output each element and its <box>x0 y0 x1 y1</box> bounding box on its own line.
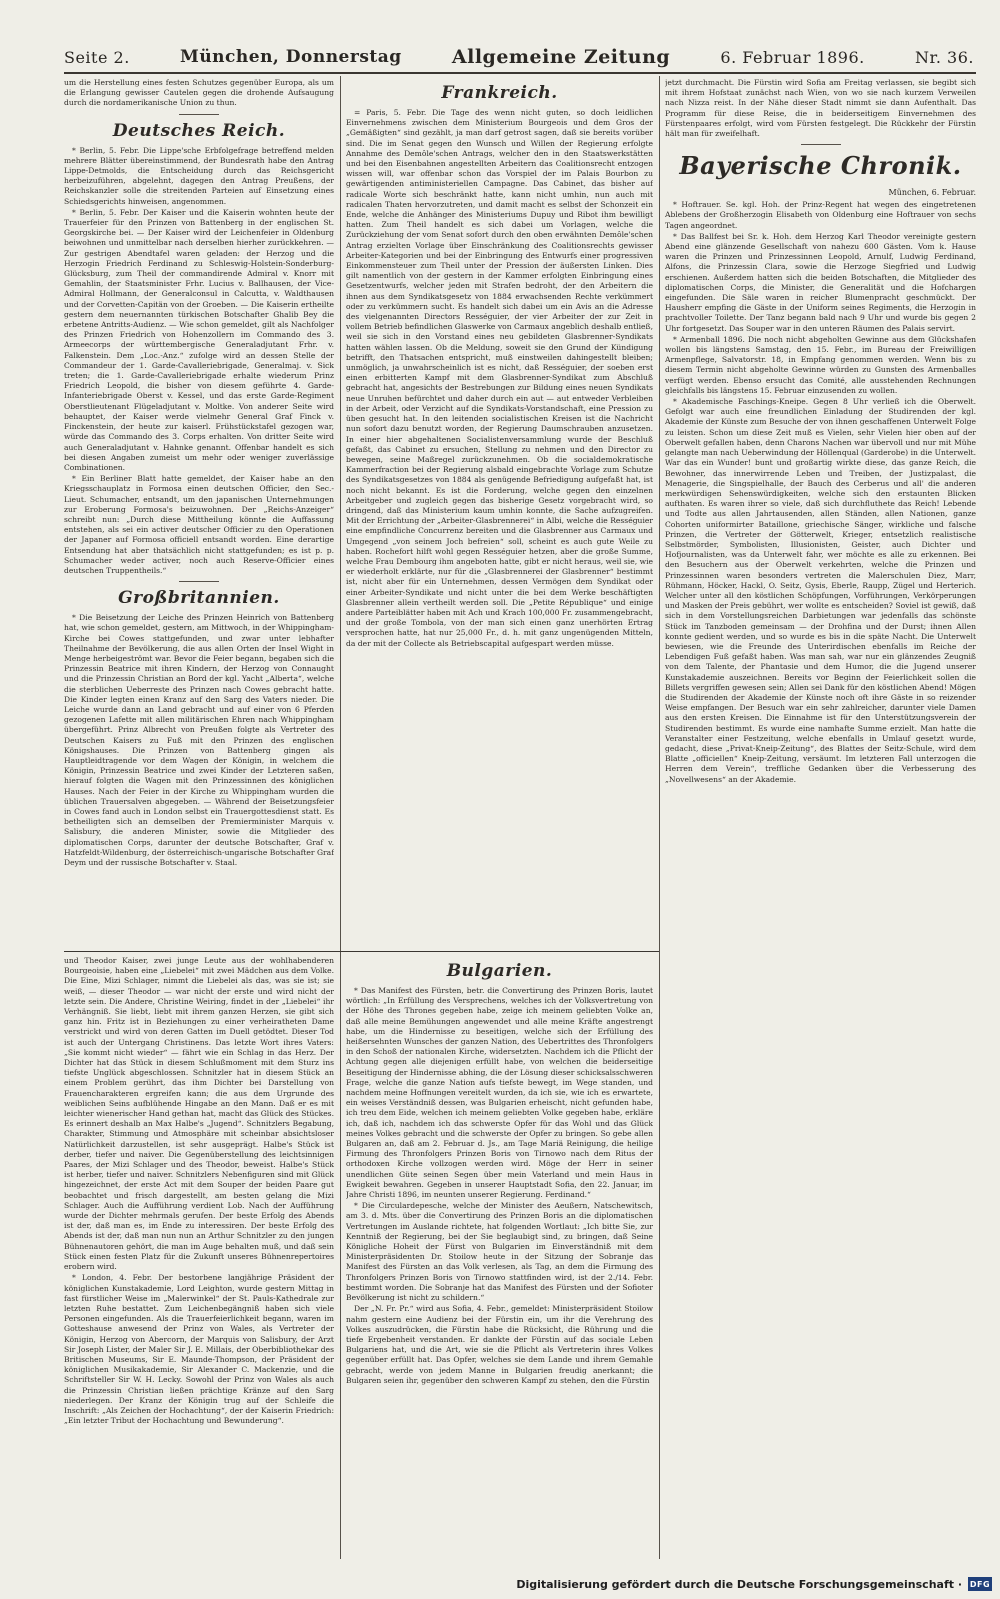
column-2-top <box>346 78 653 946</box>
digitization-footer <box>0 1573 1000 1595</box>
intro-paragraph: um die Herstellung eines festen Schutzes gegenüber Europa, als um die Erlangung gewisser Cautelen gegen die drohende Aufsaugung durch die nordamerikanische Union zu thun. <box>64 78 334 108</box>
paper-title: Allgemeine Zeitung <box>451 46 671 68</box>
article-paragraph: * Das Manifest des Fürsten, betr. die Convertirung des Prinzen Boris, lautet wörtlich: „In Erfüllung des Versprechens, welches ich der Volksvertretung von der Höhe des Thrones gegeben habe, zeige ich meinem geliebten Volke an, daß alle meine Bemühungen angewendet und alle meine Kräfte angestrengt habe, um die Hindernisse zu beseitigen, welche sich der Erfüllung des heißersehnten Wunsches der ganzen Nation, des Uebertrittes des Thronfolgers in den Schoß der nationalen Kirche, widersetzten. Nachdem ich die Pflicht der Achtung gegen alle diejenigen erfüllt habe, von welchen die beiderseitige Beseitigung der Hindernisse abhing, die der Lösung dieser schicksalsschweren Frage, welche die ganze Nation aufs tiefste bewegt, im Wege standen, und nachdem meine Hoffnungen vereitelt wurden, da ich sie, wie ich es erwartete, ein weises Verständniß dessen, was Bulgarien erheischt, nicht gefunden habe, ich treu dem Eide, welchen ich meinem geliebten Volke gegeben habe, erkläre ich, daß ich, nachdem ich das schwerste Opfer für das Wohl und das Glück meines Volkes gebracht und die schwerste der Opfer zu bringen. So gebe allen Bulgaren an, daß am 2. Februar d. Js., am Tage Mariä Reinigung, die heilige Firmung des Thronfolgers Prinzen Boris von Tirnowo nach dem Ritus der orthodoxen Kirche vollzogen werden wird. Möge der Herr in seiner unendlichen Güte seinen Segen über mein Vaterland und mein Haus in Ewigkeit bewahren. Gegeben in unserer Hauptstadt Sofia, den 22. Januar, im Jahre Christi 1896, im neunten unserer Regierung. Ferdinand.“ <box>346 986 653 1200</box>
column-rule-2 <box>659 76 660 1559</box>
city-day: München, Donnerstag <box>180 47 402 67</box>
article-paragraph: * Ein Berliner Blatt hatte gemeldet, der Kaiser habe an den Kriegsschauplatz in Formosa einen deutschen Officier, den Sec.-Lieut. Schumacher, entsandt, um den japanischen Unternehmungen zur Eroberung Formosa's beizuwohnen. Der „Reichs-Anzeiger“ schreibt nun: „Durch diese Mittheilung könnte die Auffassung entstehen, als sei ein activer deutscher Officier zu den Operationen der Japaner auf Formosa officiell entsandt worden. Eine derartige Entsendung hat aber thatsächlich nicht stattgefunden; es ist p. p. Schumacher weder activer, noch auch Reserve-Officier eines deutschen Truppentheils.“ <box>64 474 334 575</box>
article-paragraph: * Das Ballfest bei Sr. k. Hoh. dem Herzog Karl Theodor vereinigte gestern Abend eine glänzende Gesellschaft von nahezu 600 Gästen. Vom k. Hause waren die Prinzen und Prinzessinnen Leopold, Arnulf, Ludwig Ferdinand, Alfons, die Prinzessin Clara, sowie die Herzoge Siegfried und Ludwig erschienen. Außerdem hatten sich die beiden Botschaften, die Mitglieder des diplomatischen Corps, die Minister, die Generalität und die Hofchargen eingefunden. Die Säle waren in reicher Blumenpracht geschmückt. Der Hausherr empfing die Gäste in der Uniform seines Regiments, die Herzogin in prachtvoller Toilette. Der Tanz begann bald nach 9 Uhr und wurde bis gegen 2 Uhr fortgesetzt. Das Souper war in den unteren Räumen des Palais servirt. <box>665 231 976 333</box>
column-3 <box>665 78 976 1561</box>
article-paragraph: Der „N. Fr. Pr.“ wird aus Sofia, 4. Febr., gemeldet: Ministerpräsident Stoilow nahm gestern eine Audienz bei der Fürstin ein, um ihr die Verehrung des Volkes auszudrücken, die Fürstin habe die Rücksicht, die Rührung und die tiefe Ergebenheit verstanden. Er dankte der Fürstin auf das sociale Leben Bulgariens hat, und die Art, wie sie die Pflicht als Vertreterin ihres Volkes gegenüber erfüllt hat. Das Opfer, welches sie dem Lande und ihrem Gemahle gebracht, werde von jedem Manne in Bulgarien freudig anerkannt; die Bulgaren seien ihr, gegenüber den schweren Kampf zu stehen, den die Fürstin <box>346 1304 653 1385</box>
page-number: Seite 2. <box>64 47 130 67</box>
article-paragraph: jetzt durchmacht. Die Fürstin wird Sofia am Freitag verlassen, sie begibt sich mit ihrem Hofstaat zunächst nach Wien, von wo sie nach kurzem Verweilen nach Nizza reist. In der Nähe dieser Stadt nimmt sie dann Aufenthalt. Das Programm für diese Reise, die in beiderseitigem Einvernehmen des Fürstenpaares erfolgt, wird vom Fürsten festgelegt. Die Rückkehr der Fürstin hält man für zweifelhaft. <box>665 78 976 139</box>
article-paragraph: * London, 4. Febr. Der bestorbene langjährige Präsident der königlichen Kunstakademie, Lord Leighton, wurde gestern Mittag in fast fürstlicher Weise im „Malerwinkel“ der St. Pauls-Kathedrale zur letzten Ruhe bestattet. Zum Leichenbegängniß haben sich viele Personen eingefunden. Als die Trauerfeierlichkeit begann, waren im Gotteshause anwesend der Prinz von Wales, als Vertreter der Königin, Herzog von Abercorn, der Marquis von Salisbury, der Arzt Sir Joseph Lister, der Maler Sir J. E. Millais, der Oberbibliothekar des Britischen Museums, Sir E. Maunde-Thompson, der Präsident der königlichen Musikakademie, Sir Alexander C. Mackenzie, und die Schriftsteller Sir W. H. Lecky. Sowohl der Prinz von Wales als auch die Prinzessin Christian ließen prächtige Kränze auf den Sarg niederlegen. Der Kranz der Königin trug auf der Schleife die Inschrift: „Als Zeichen der Hochachtung“, der der Kaiserin Friedrich: „Ein letzter Tribut der Hochachtung und Bewunderung“. <box>64 1273 334 1426</box>
article-paragraph: * Die Circulardepesche, welche der Minister des Aeußern, Natschewitsch, am 3. d. Mts. über die Convertirung des Prinzen Boris an die diplomatischen Vertretungen im Auslande richtete, hat folgenden Wortlaut: „Ich bitte Sie, zur Kenntniß der Regierung, bei der Sie beglaubigt sind, zu bringen, daß Seine Königliche Hoheit der Fürst von Bulgarien im Einverständniß mit dem Ministerpräsidenten Dr. Stoilow heute in der Sitzung der Sobranje das Manifest des Fürsten an das Volk verlesen, als Tag, an dem die Firmung des Thronfolgers Prinzen Boris von Tirnowo stattfinden wird, ist der 2./14. Febr. bestimmt worden. Die Sobranje hat das Manifest des Fürsten und der Sofioter Bevölkerung ist nicht zu schildern.“ <box>346 1201 653 1303</box>
article-paragraph: * Berlin, 5. Febr. Die Lippe'sche Erbfolgefrage betreffend melden mehrere Blätter übereinstimmend, der Bundesrath habe den Antrag Lippe-Detmolds, die Entscheidung durch das Reichsgericht herbeizuführen, abgelehnt, dagegen den Antrag Preußens, der Reichskanzler solle die streitenden Parteien auf Einsetzung eines Schiedsgerichts hinweisen, angenommen. <box>64 145 334 206</box>
article-paragraph: * Die Beisetzung der Leiche des Prinzen Heinrich von Battenberg hat, wie schon gemeldet, gestern, am Mittwoch, in der Whippingham-Kirche bei Cowes stattgefunden, und zwar unter lebhafter Theilnahme der Bevölkerung, die aus allen Orten der Insel Wight in Menge herbeigeströmt war. Bevor die Feier begann, begaben sich die Prinzessin Beatrice mit ihren Kindern, der Herzog von Connaught und die Prinzessin Christian an Bord der kgl. Yacht „Alberta“, welche die sterblichen Ueberreste des Prinzen nach Cowes gebracht hatte. Die Kinder legten einen Kranz auf den Sarg des Vaters nieder. Die Leiche wurde dann an Land gebracht und auf einer von 6 Pferden gezogenen Lafette mit allen militärischen Ehren nach Whippingham übergeführt. Prinz Albrecht von Preußen folgte als Vertreter des Deutschen Kaisers zu Fuß mit den Prinzen des englischen Königshauses. Die Prinzen von Battenberg gingen als Hauptleidtragende vor dem Wagen der Königin, in welchem die Königin, Prinzessin Beatrice und zwei Kinder der Letzteren saßen, hierauf folgten die Wagen mit den Prinzessinnen des königlichen Hauses. Nach der Feier in der Kirche zu Whippingham wurden die üblichen Trauersalven abgegeben. — Während der Beisetzungsfeier in Cowes fand auch in London selbst ein Trauergottesdienst statt. Es betheiligten sich an demselben der Premierminister Marquis v. Salisbury, die anderen Minister, sowie die Mitglieder des diplomatischen Corps, darunter der deutsche Botschafter, Graf v. Hatzfeldt-Wildenburg, der österreichisch-ungarische Botschafter Graf Deym und der russische Botschafter v. Staal. <box>64 613 334 868</box>
column-rule-1 <box>340 76 341 1559</box>
issue-number: Nr. 36. <box>914 47 974 67</box>
section-heading-bayerische-chronik: Bayerische Chronik. <box>679 151 962 181</box>
masthead-rule <box>64 72 976 74</box>
column-2-bottom <box>346 956 653 1561</box>
article-paragraph: * Berlin, 5. Febr. Der Kaiser und die Kaiserin wohnten heute der Trauerfeier für den Prinzen von Battenberg in der englischen St. Georgskirche bei. — Der Kaiser wird der Leichenfeier in Oldenburg beiwohnen und unmittelbar nach derselben hierher zurückkehren. — Zur gestrigen Abendtafel waren geladen: der Herzog und die Herzogin Friedrich Ferdinand zu Schleswig-Holstein-Sonderburg-Glücksburg, zum Theil der commandirende Admiral v. Knorr mit Gemahlin, der Staatsminister Frhr. Lucius v. Ballhausen, der Vice-Admiral Hollmann, der Generalconsul in Calcutta, v. Waldthausen und der Corvetten-Capitän von der Groeben. — Die Kaiserin ertheilte gestern dem neuernannten türkischen Botschafter Ghalib Bey die erbetene Antritts-Audienz. — Wie schon gemeldet, gilt als Nachfolger des Prinzen Friedrich von Hohenzollern im Commando des 3. Armeecorps der württembergische Generaladjutant Frhr. v. Falkenstein. Dem „Loc.-Anz.“ zufolge wird an dessen Stelle der Commandeur der 1. Garde-Cavalleriebrigade, Generalmaj. v. Sick treten; die 1. Garde-Cavalleriebrigade erhalte wiederum Prinz Friedrich Leopold, die bisher von diesem geführte 4. Garde-Infanteriebrigade Oberst v. Kessel, und das erste Garde-Regiment Oberstlieutenant Flügeladjutant v. Moltke. Von anderer Seite wird behauptet, der Kaiser werde vielmehr General Graf Finck v. Finckenstein, der heute zur kaiserl. Frühstückstafel gezogen war, würde das Commando des 3. Corps erhalten. Von dritter Seite wird auch Generaladjutant v. Hahnke genannt. Offenbar handelt es sich bei diesen Angaben zumeist um mehr oder weniger zuverlässige Combinationen. <box>64 207 334 472</box>
divider <box>801 144 841 145</box>
section-heading-frankreich: Frankreich. <box>441 83 558 103</box>
issue-date: 6. Februar 1896. <box>720 47 865 67</box>
section-heading-grossbritannien: Großbritannien. <box>118 588 280 609</box>
article-paragraph: * Akademische Faschings-Kneipe. Gegen 8 Uhr verließ ich die Oberwelt. Gefolgt war auch eine freundlichen Einladung der Studirenden der kgl. Akademie der Künste zum Besuche der von ihnen geschaffenen Unterwelt Folge zu leisten. Schon um diese Zeit muß es Vielen, sehr Vielen hier oben auf der Oberwelt gefallen haben, denn Charons Nachen war übervoll und nur mit Mühe gelangte man nach Ueberwindung der Höllenqual (Garderobe) in die Unterwelt. War das ein Wunder! bunt und großartig wirkte diese, das ganze Reich, die Bewohner, das innerwirrende Leben und Treiben, der Justizpalast, die Menagerie, die Singspielhalle, der Bauch des Cerberus und all' die anderen merkwürdigen Sehenswürdigkeiten, welche sich den erstaunten Blicken aufthaten. Es waren ihrer so viele, daß sich durchfluthete das Reich! Lebende und Todte aus allen Jahrtausenden, allen Ständen, allen Nationen, ganze Cohorten uniformirter Bataillone, griechische Sänger, wirkliche und falsche Prinzen, die Vertreter der Götterwelt, Krieger, entsetzlich realistische Selbstmörder, Symbolisten, Illusionisten, Geister, auch Dichter und Hofjournalisten, was da Unterwelt fahr, wer möchte es alle zu erkennen. Bei den Besuchern aus der Oberwelt verkehrten, welche die Prinzen und Prinzessinnen waren besonders vertreten die Malerschulen Diez, Marr, Rühmann, Höcker, Hackl, O. Seitz, Gysis, Eberle, Raupp, Zügel und Herterich. Welcher unter all den köstlichen Schöpfungen, Vorführungen, Verkörperungen und Masken der Preis gebührt, wer wollte es entscheiden? Soviel ist gewiß, daß sich in dem Vorstellungsreichen Darbietungen war jedenfalls das schönste Stück im Tanzboden gemeinsam — der Drohfina und der Durst; ihnen Allen konnte gedient werden, und so wurde es bis in die späte Nacht. Die Unterwelt bewiesen, wie die Freunde des Unterirdischen ebenfalls im Reiche der Lebendigen Fuß gefaßt haben. Was man sah, war nur ein glänzendes Zeugniß von dem Talente, der Phantasie und dem Humor, die die Jugend unserer Kunstakademie auszeichnen. Bereits vor Beginn der Feierlichkeit sollen die Billets vergriffen gewesen sein; Allen sei Dank für den köstlichen Abend! Mögen die Studirenden der Akademie der Künste noch oft ihre Gäste in so reizender Weise empfangen. Der Besuch war ein sehr zahlreicher, darunter viele Damen aus den ersten Kreisen. Die Einnahme ist für den Unterstützungsverein der Studirenden bestimmt. Es wurde eine namhafte Summe erzielt. Man hatte die Veranstalter einer Festzeitung, welche ebenfalls in Umlauf gesetzt wurde, gedacht, diese „Privat-Kneip-Zeitung“, des Blattes der Seitz-Schule, wird dem Blatte „officiellen“ Kneip-Zeitung, versäumt. Im letzteren Fall unterzogen die Herren dem Verein“, treffliche Gedanken über die Verbesserung des „Novellwesens“ an der Akademie. <box>665 397 976 784</box>
dfg-logo-icon: DFG <box>968 1577 992 1591</box>
dateline: München, 6. Februar. <box>888 188 976 198</box>
masthead <box>64 44 974 70</box>
section-heading-bulgarien: Bulgarien. <box>446 961 553 981</box>
section-rule <box>64 951 659 952</box>
article-paragraph: * Hoftrauer. Se. kgl. Hoh. der Prinz-Regent hat wegen des eingetretenen Ablebens der Großherzogin Elisabeth von Oldenburg eine Hoftrauer von sechs Tagen angeordnet. <box>665 200 976 230</box>
article-paragraph: und Theodor Kaiser, zwei junge Leute aus der wohlhabenderen Bourgeoisie, haben eine „Liebelei“ mit zwei Mädchen aus dem Volke. Die Eine, Mizi Schlager, nimmt die Liebelei als das, was sie ist; sie weiß, — dieser Theodor — war nicht der erste und wird nicht der letzte sein. Die Andere, Christine Weiring, findet in der „Liebelei“ ihr Verhängniß. Sie liebt, liebt mit ihrem ganzen Herzen, sie gibt sich ganz hin. Fritz ist in Beziehungen zu einer verheiratheten Dame verstrickt und wird von deren Gatten im Duell getödtet. Dieser Tod ist auch der Untergang Christinens. Das letzte Wort ihres Vaters: „Sie kommt nicht wieder“ — fährt wie ein Schlag in das Herz. Der Dichter hat das Stück in diesem Schlußmoment mit dem Sturz ins tiefste Unglück abgeschlossen. Schnitzler hat in diesem Stück an einem Problem gerührt, das ihm Dichter bei Darstellung von Frauencharakteren ergreifen kann; die aus dem Urgrunde des weiblichen Seins aufblühende Hingabe an den Mann. Daß er es mit leichter wienerischer Hand gethan hat, macht das Glück des Stückes. Es erinnert deshalb an Max Halbe's „Jugend“. Schnitzlers Begabung, Charakter, Stimmung und Atmosphäre mit scheinbar absichtsloser Natürlichkeit darzustellen, ist sehr ausgeprägt. Halbe's Stück ist derber, tiefer und naiver. Die Gegenüberstellung des leichtsinnigen Paares, der Mizi Schlager und des Theodor, beweist. Halbe's Stück ist herber, tiefer und naiver. Schnitzlers Nebenfiguren sind mit Glück hingezeichnet, der erste Act mit dem Souper der beiden Paare gut beobachtet und frisch dargestellt, am besten gelang die Mizi Schlager. Auch die Aufführung verdient Lob. Nach der Aufführung wurde der Dichter mehrmals gerufen. Der beste Erfolg des Abends ist der, daß man es, im Ende zu interessiren. Der beste Erfolg des Abends ist der, daß man nun nun an Arthur Schnitzler zu den jungen Bühnenautoren gehört, die man im Auge behalten muß, und daß sein Stück einen festen Platz für die Zukunft unseres Bühnenrepertoires erobern wird. <box>64 956 334 1272</box>
article-paragraph: = Paris, 5. Febr. Die Tage des wenn nicht guten, so doch leidlichen Einvernehmens zwischen dem Ministerium Bourgeois und dem Gros der „Gemäßigten“ sind gezählt, ja man darf getrost sagen, daß sie bereits vorüber sind. Die im Senat gegen den Wunsch und Willen der Regierung erfolgte Annahme des Demôle'schen Antrags, welcher den in den Staatswerkstätten und bei den Eisenbahnen angestellten Arbeitern das Coalitionsrecht entzogen wissen will, war offenbar schon das Vorspiel der im Palais Bourbon zu gewärtigenden antiministeriellen Campagne. Das Cabinet, das bisher auf radicale Worte sich beschränkt hatte, kann nicht umhin, nun auch mit radicalen Thaten hervorzutreten, und damit macht es selbst der Schonzeit ein Ende, welche die Anhänger des Ministeriums Dupuy und Ribot ihm bewilligt hatten. Zum Theil handelt es sich dabei um Vorlagen, welche die Zurückziehung der vom Senat sofort durch den oben erwähnten Demôle'schen Antrag erzielten Vorlage über Einschränkung des Coalitionsrechts gewisser Arbeiter-Kategorien und bei der Einbringung des Entwurfs einer progressiven Einkommensteuer zum Theil unter der Pression der äußersten Linken. Dies gilt namentlich von der gestern in der Kammer erfolgten Einbringung eines Gesetzentwurfs, welcher jeden mit Strafen bedroht, der den Arbeitern die ihnen aus dem Syndikatsgesetz von 1884 erwachsenden Rechte verkümmert oder zu verkümmern sucht. Es handelt sich dabei um ein Avis an die Adresse des vielgenannten Directors Rességuier, der vier Arbeiter der zur Zeit in vollem Betrieb befindlichen Glaswerke von Carmaux angeblich deshalb entließ, weil sie sich in den Vorstand eines neu gebildeten Glasbrenner-Syndikats hatten wählen lassen. Ob die Meldung, soweit sie den Grund der Kündigung betrifft, den Thatsachen entspricht, muß einstweilen dahingestellt bleiben; unmöglich, ja unwahrscheinlich ist es nicht, daß Rességuier, der soeben erst einen erbitterten Kampf mit dem Glasbrenner-Syndikat zum Abschluß gebracht hat, angesichts der Bestrebungen zur Bildung eines neuen Syndikats neue Unruhen befürchtet und daher durch ein aut — aut entweder Verbleiben in der Arbeit, oder Verzicht auf die Syndikats-Vorstandschaft, eine Pression zu üben gesucht hat. In den leitenden socialistischen Kreisen ist die Nachricht nun sofort dazu benutzt worden, der Regierung Daumschrauben anzusetzen. In einer hier abgehaltenen Socialistenversammlung wurde der Beschluß gefaßt, das Cabinet zu ersuchen, Stellung zu nehmen und den Director zu bewegen, seine Maßregel zurückzunehmen. Ob die socialdemokratische Kammerfraction bei der Regierung alsbald eingebrachte Vorlage zum Schutze des Syndikatsgesetzes von 1884 als genügende Befriedigung aufgefaßt hat, ist noch nicht bekannt. Es ist die Forderung, welche gegen den einzelnen Arbeitgeber und zugleich gegen das bisherige Gesetz vorgebracht wird, so dringend, daß das Ministerium kaum umhin konnte, die Sache aufzugreifen. Mit der Errichtung der „Arbeiter-Glasbrennerei“ in Albi, welche die Rességuier eine empfindliche Concurrenz bereiten und die Glasbrenner aus Carmaux und Umgegend „von seinem Joch befreien“ soll, scheint es auch gute Weile zu haben. Rochefort hilft wohl gegen Rességuier hetzen, aber die große Summe, welche Frau Dembourg ihm angeboten hatte, gibt er nicht heraus, weil sie, wie er wiederholt erklärte, nur für die „Glasbrennerei der Glasbrenner“ bestimmt ist, nicht aber für ein Unternehmen, dessen Vermögen dem Syndikat oder einer Arbeiter-Syndikate und nicht unter die bei dem Werke beschäftigten Glasbrenner allein vertheilt werden soll. Die „Petite République“ und einige andere Parteiblätter haben mit Ach und Krach 100,000 Fr. zusammengebracht, und der große Tombola, von der man sich einen ganz unerhörten Ertrag versprochen hatte, hat nur 25,000 Fr., d. h. mit ganz ungenügenden Mitteln, da der mit der Collecte als Betriebscapital aufgespart werden müsse. <box>346 108 653 648</box>
article-paragraph: * Armenball 1896. Die noch nicht abgeholten Gewinne aus dem Glückshafen wollen bis längstens Samstag, den 15. Febr., im Bureau der Freiwilligen Armenpflege, Salvatorstr. 18, in Empfang genommen werden. Wenn bis zu diesem Termin nicht abgeholte Gewinne würden zu Gunsten des Armenballes verfügt werden. Ebenso ersucht das Comité, alle ausstehenden Rechnungen gleichfalls bis längstens 15. Februar einzusenden zu wollen. <box>665 334 976 395</box>
section-heading-deutsches-reich: Deutsches Reich. <box>112 120 286 141</box>
divider <box>179 581 219 582</box>
column-1-bottom <box>64 956 334 1561</box>
column-1-top <box>64 78 334 946</box>
divider <box>179 114 219 115</box>
funding-credit: Digitalisierung gefördert durch die Deutsche Forschungsgemeinschaft · <box>516 1577 962 1591</box>
